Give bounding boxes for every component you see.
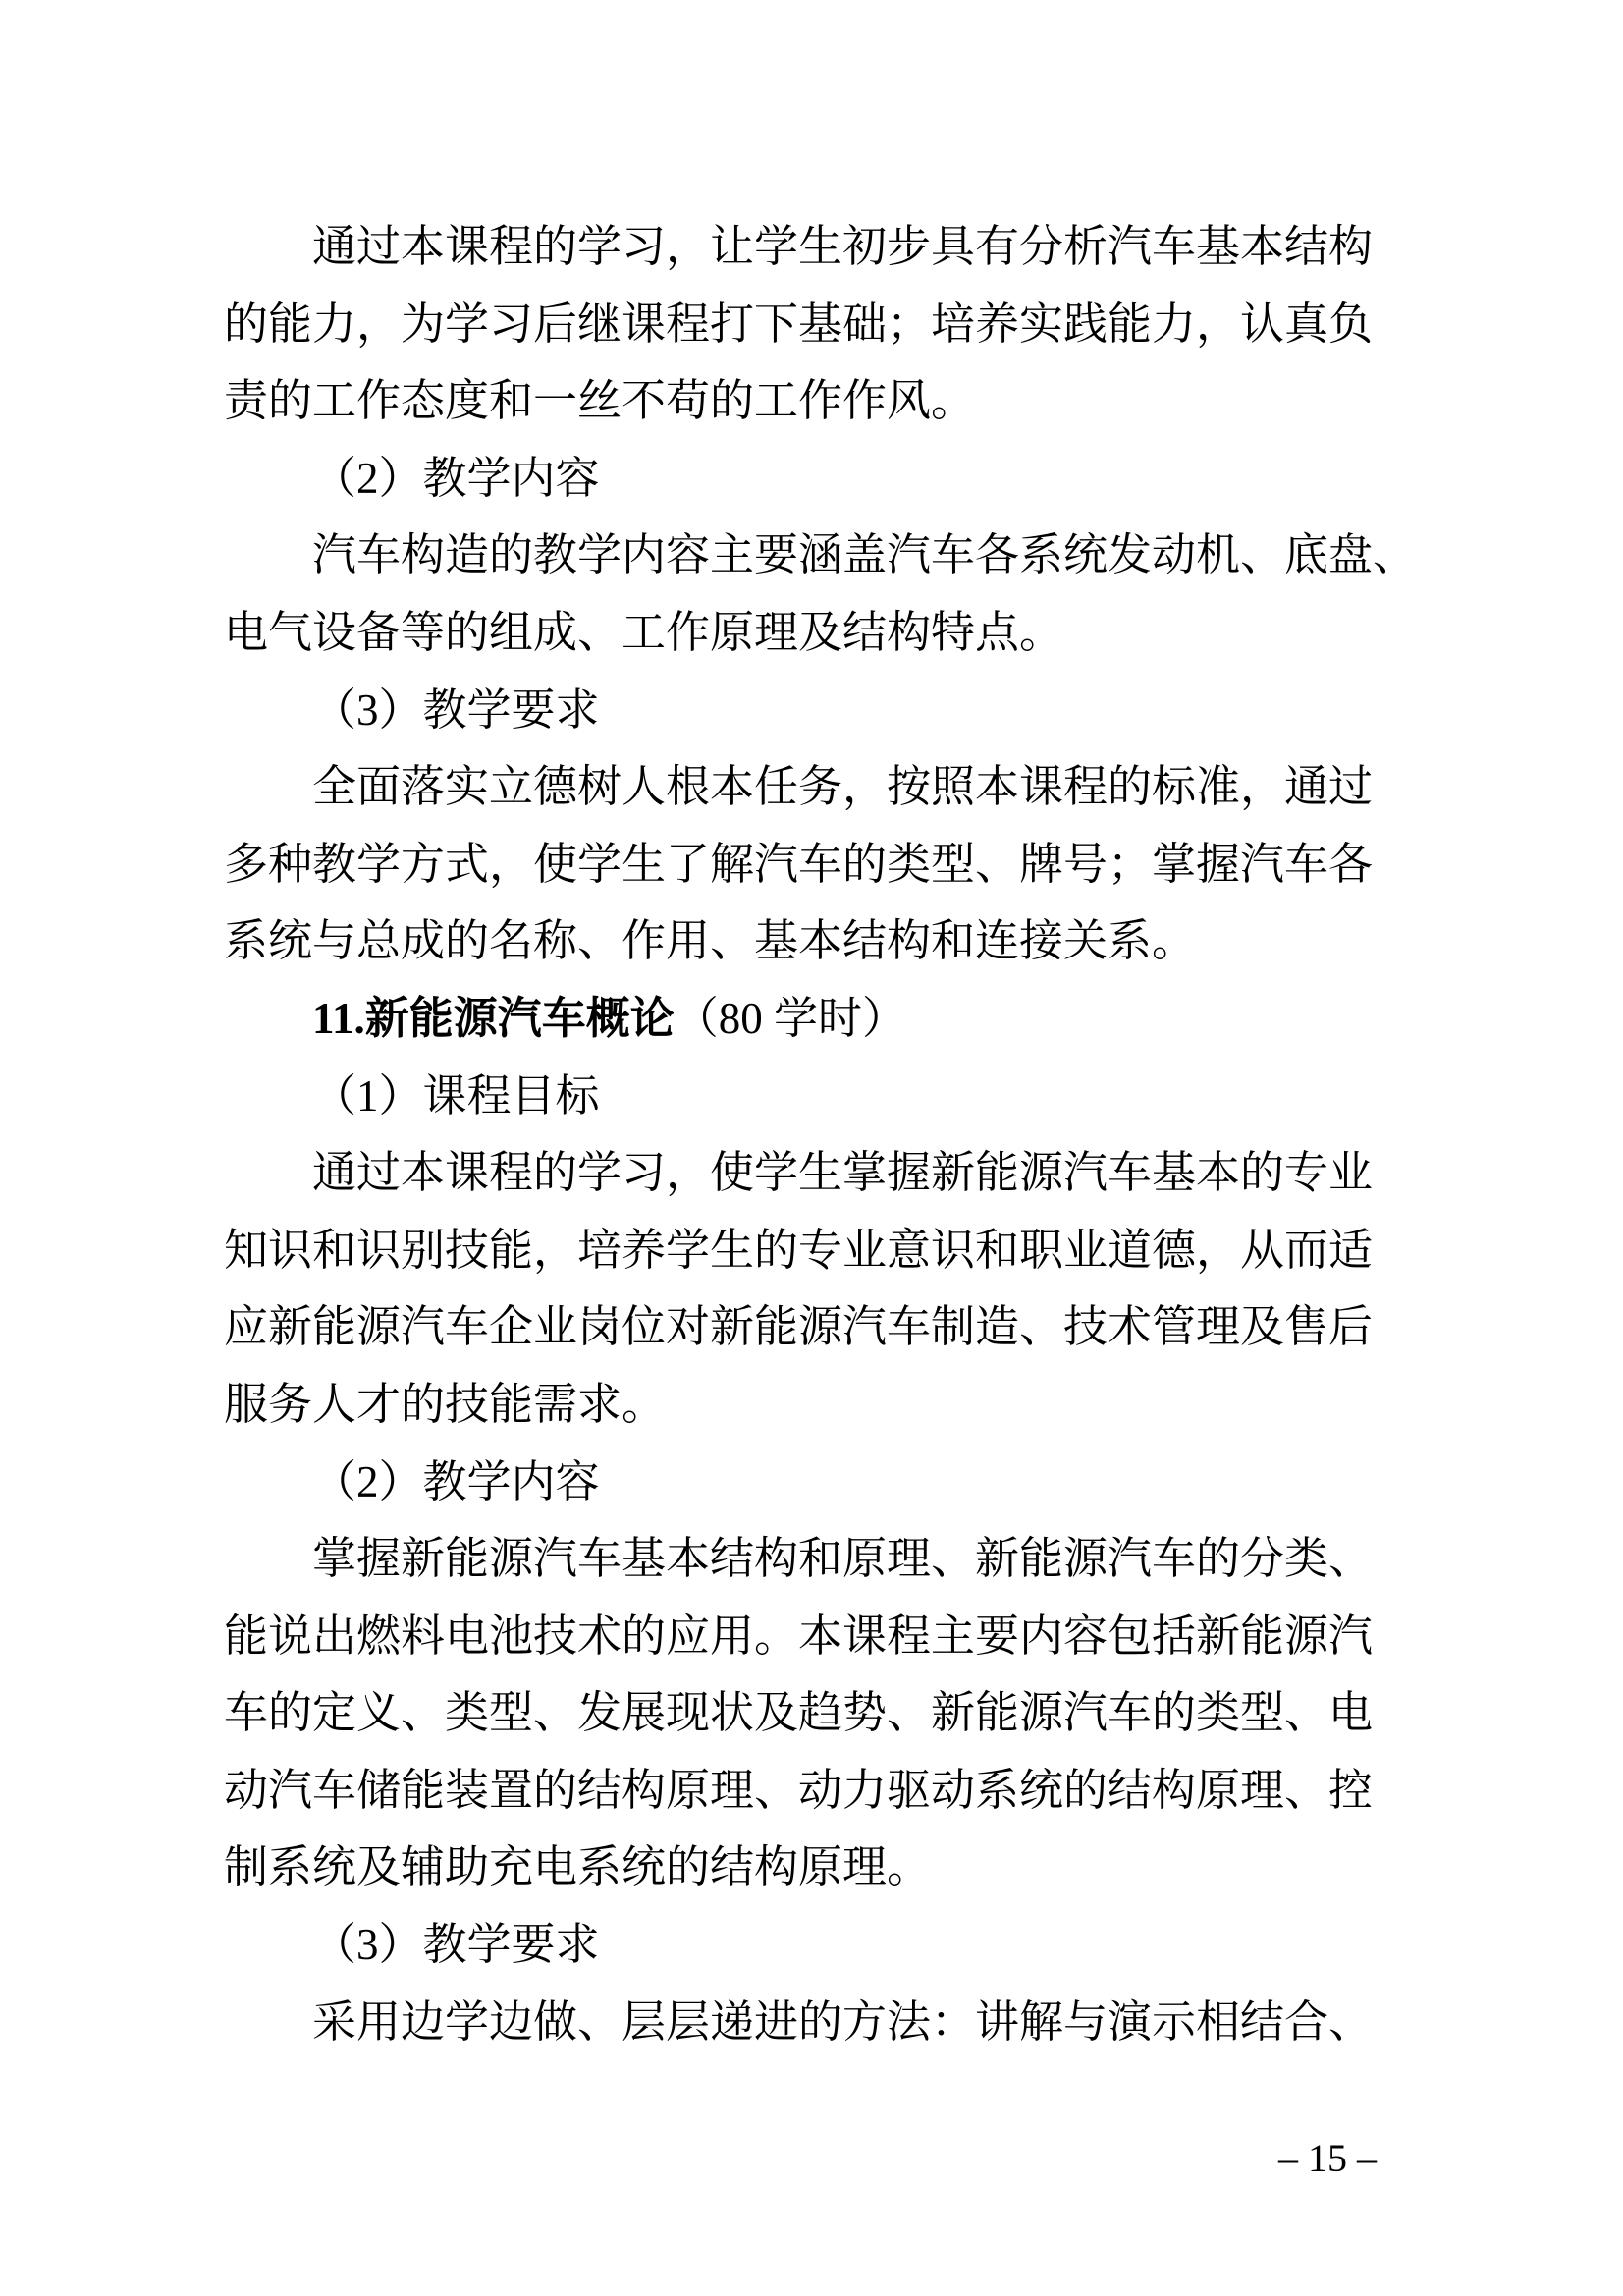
text-segment: 采用边学边做、层层递进的方法：讲解与演示相结合、 xyxy=(312,1996,1374,2047)
text-line xyxy=(224,1058,1382,1135)
text-line xyxy=(224,1444,1382,1521)
text-segment: （3）教学要求 xyxy=(312,1920,600,1970)
text-line xyxy=(224,1984,1382,2061)
text-segment: 能说出燃料电池技术的应用。本课程主要内容包括新能源汽 xyxy=(224,1611,1374,1661)
text-segment: （2）教学内容 xyxy=(312,1456,600,1506)
text-segment: 知识和识别技能，培养学生的专业意识和职业道德，从而适 xyxy=(224,1225,1374,1275)
text-segment: 责的工作态度和一丝不苟的工作作风。 xyxy=(224,376,976,426)
text-line xyxy=(224,1134,1382,1212)
text-line xyxy=(224,980,1382,1058)
text-line xyxy=(224,1752,1382,1830)
text-line xyxy=(224,1212,1382,1289)
text-segment: 的能力，为学习后继课程打下基础；培养实践能力，认真负 xyxy=(224,299,1374,349)
text-line xyxy=(224,1674,1382,1752)
text-line xyxy=(224,517,1418,594)
text-segment: 通过本课程的学习，使学生掌握新能源汽车基本的专业 xyxy=(312,1148,1374,1198)
text-segment: 系统与总成的名称、作用、基本结构和连接关系。 xyxy=(224,916,1197,966)
text-segment: （3）教学要求 xyxy=(312,684,600,735)
text-segment: 全面落实立德树人根本任务，按照本课程的标准，通过 xyxy=(312,762,1374,812)
text-line xyxy=(224,1520,1382,1598)
text-line xyxy=(224,826,1382,903)
text-segment: 车的定义、类型、发展现状及趋势、新能源汽车的类型、电 xyxy=(224,1688,1374,1738)
text-segment: 通过本课程的学习，让学生初步具有分析汽车基本结构 xyxy=(312,222,1374,271)
text-line xyxy=(224,1288,1382,1366)
text-segment: （1）课程目标 xyxy=(312,1070,600,1121)
text-line xyxy=(224,1829,1382,1906)
document-body xyxy=(224,208,1418,2060)
text-line xyxy=(224,1906,1382,1984)
text-line xyxy=(224,672,1382,749)
text-line xyxy=(224,286,1382,363)
text-line xyxy=(224,440,1382,518)
text-segment: 多种教学方式，使学生了解汽车的类型、牌号；掌握汽车各 xyxy=(224,839,1374,889)
text-line xyxy=(224,362,1382,440)
text-segment: 掌握新能源汽车基本结构和原理、新能源汽车的分类、 xyxy=(312,1534,1374,1584)
text-segment: 制系统及辅助充电系统的结构原理。 xyxy=(224,1842,932,1892)
text-line xyxy=(224,208,1382,286)
text-segment: 汽车构造的教学内容主要涵盖汽车各系统发动机、底盘、 xyxy=(312,530,1418,580)
text-line xyxy=(224,1366,1382,1444)
page-number: – 15 – xyxy=(1278,2136,1377,2180)
text-line xyxy=(224,902,1382,980)
text-segment: 电气设备等的组成、工作原理及结构特点。 xyxy=(224,607,1064,657)
text-segment: 动汽车储能装置的结构原理、动力驱动系统的结构原理、控 xyxy=(224,1765,1374,1815)
text-segment: 应新能源汽车企业岗位对新能源汽车制造、技术管理及售后 xyxy=(224,1302,1374,1352)
text-segment: （2）教学内容 xyxy=(312,453,600,503)
text-segment: （80 学时） xyxy=(674,993,907,1043)
text-line xyxy=(224,1598,1382,1675)
text-line xyxy=(224,594,1382,672)
text-segment: 服务人才的技能需求。 xyxy=(224,1379,667,1429)
text-segment-bold: 11.新能源汽车概论 xyxy=(312,993,675,1043)
text-line xyxy=(224,748,1382,826)
